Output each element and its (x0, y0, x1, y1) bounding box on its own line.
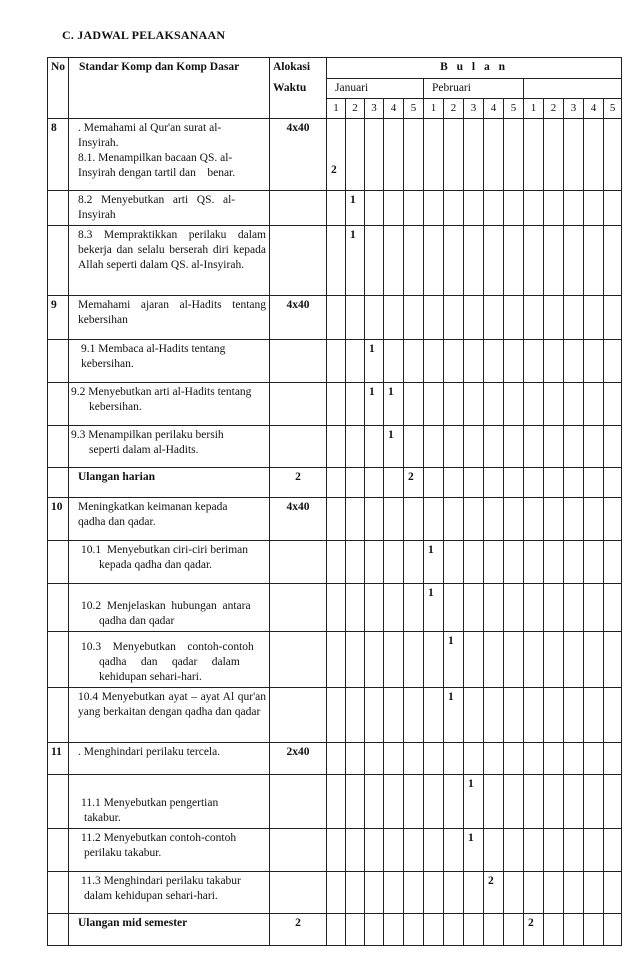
competency-text (69, 872, 270, 914)
week-mark: 2 (524, 914, 544, 946)
competency-line: Insyirah dengan tartil dan benar. (78, 167, 236, 179)
week-mark: 1 (464, 775, 484, 829)
competency-text (69, 541, 270, 584)
competency-line: 10.3 Menyebutkan contoh-contoh (81, 641, 254, 653)
header-month-blank (524, 79, 622, 99)
competency-line: 11.3 Menghindari perilaku takabur (81, 875, 241, 887)
competency-text (69, 584, 270, 632)
exam-label: Ulangan harian (69, 468, 270, 498)
header-pebruari: Pebruari (424, 79, 524, 99)
competency-line: 9.2 Menyebutkan arti al-Hadits tentang (71, 386, 252, 398)
competency-line: kepada qadha dan qadar. (99, 559, 213, 571)
competency-line: 11.1 Menyebutkan pengertian (81, 797, 219, 809)
table-row (48, 383, 622, 426)
week-mark: 2 (327, 119, 346, 191)
competency-line: seperti dalam al-Hadits. (89, 444, 199, 456)
table-row (48, 498, 622, 541)
competency-line: kehidupan sehari-hari. (99, 671, 202, 683)
table-row (48, 584, 622, 632)
competency-text (69, 632, 270, 688)
table-row (48, 468, 622, 498)
week-mark: 2 (404, 468, 424, 498)
competency-text: 10.4 Menyebutkan ayat – ayat Al qur'an yang berkaitan dengan qadha dan qadar (69, 688, 270, 743)
row-number: 11 (48, 743, 69, 775)
week-number: 1 (424, 99, 444, 119)
competency-text: Memahami ajaran al-Hadits tentang kebersihan (69, 296, 270, 340)
week-number: 5 (404, 99, 424, 119)
table-row (48, 119, 622, 191)
competency-text (69, 383, 270, 426)
competency-text (69, 119, 270, 191)
competency-line: takabur. (84, 812, 121, 824)
section-heading: C. JADWAL PELAKSANAAN (62, 28, 226, 42)
row-number: 9 (48, 296, 69, 340)
time-allocation: 4x40 (270, 498, 327, 541)
table-row (48, 296, 622, 340)
competency-text: 8.3 Mempraktikkan perilaku dalam bekerja dan selalu berserah diri kepada Allah seperti dalam QS. al-Insyirah. (69, 226, 270, 296)
table-row (48, 541, 622, 584)
week-number: 3 (365, 99, 384, 119)
schedule-table (47, 57, 622, 946)
table-row (48, 688, 622, 743)
week-mark: 1 (346, 191, 365, 226)
week-mark: 1 (444, 688, 464, 743)
week-number: 5 (504, 99, 524, 119)
week-number: 2 (346, 99, 365, 119)
competency-line: 10.2 Menjelaskan hubungan antara (81, 600, 251, 612)
competency-text (69, 340, 270, 383)
competency-text (69, 426, 270, 468)
week-mark: 1 (384, 426, 404, 468)
row-number: 8 (48, 119, 69, 191)
competency-line: . Memahami al Qur'an surat al- (78, 122, 222, 134)
table-row (48, 829, 622, 872)
table-row (48, 914, 622, 946)
week-mark: 1 (365, 383, 384, 426)
table-row (48, 426, 622, 468)
week-mark: 1 (444, 632, 464, 688)
competency-line: dalam kehidupan sehari-hari. (84, 890, 218, 902)
competency-line: qadha dan qadar dalam (99, 656, 240, 668)
time-allocation: 4x40 (270, 119, 327, 191)
competency-line: 8.2 Menyebutkan arti QS. al- (78, 194, 236, 206)
header-alokasi-line2: Waktu (273, 82, 307, 94)
header-bulan: B u l a n (327, 58, 622, 79)
competency-line: qadha dan qadar. (78, 516, 156, 528)
row-number: 10 (48, 498, 69, 541)
week-number: 1 (327, 99, 346, 119)
header-alokasi (270, 58, 327, 119)
table-row (48, 872, 622, 914)
week-mark: 2 (484, 872, 504, 914)
competency-text (69, 191, 270, 226)
table-row (48, 632, 622, 688)
header-no: No (48, 58, 69, 119)
week-mark: 1 (346, 226, 365, 296)
time-allocation: 4x40 (270, 296, 327, 340)
competency-text: . Menghindari perilaku tercela. (69, 743, 270, 775)
header-standar: Standar Komp dan Komp Dasar (69, 58, 270, 119)
competency-line: 10.1 Menyebutkan ciri-ciri beriman (81, 544, 249, 556)
week-mark: 1 (464, 829, 484, 872)
competency-line: perilaku takabur. (84, 847, 162, 859)
table-row (48, 340, 622, 383)
week-number: 3 (464, 99, 484, 119)
week-number: 5 (604, 99, 622, 119)
time-allocation: 2 (270, 468, 327, 498)
competency-line: 8.1. Menampilkan bacaan QS. al- (78, 152, 233, 164)
week-mark: 1 (384, 383, 404, 426)
week-mark: 1 (365, 340, 384, 383)
table-row (48, 743, 622, 775)
competency-line: Insyirah. (78, 137, 119, 149)
table-row (48, 775, 622, 829)
table-row (48, 191, 622, 226)
week-number: 4 (484, 99, 504, 119)
competency-line: Insyirah (78, 209, 116, 221)
competency-line: 9.3 Menampilkan perilaku bersih (71, 429, 224, 441)
competency-line: kebersihan. (81, 358, 134, 370)
week-mark: 1 (424, 541, 444, 584)
header-row (48, 58, 622, 79)
week-number: 4 (384, 99, 404, 119)
week-mark: 1 (424, 584, 444, 632)
competency-line: kebersihan. (89, 401, 142, 413)
competency-line: 11.2 Menyebutkan contoh-contoh (81, 832, 237, 844)
competency-text (69, 775, 270, 829)
week-number: 2 (444, 99, 464, 119)
time-allocation: 2x40 (270, 743, 327, 775)
time-allocation: 2 (270, 914, 327, 946)
week-number: 2 (544, 99, 564, 119)
exam-label: Ulangan mid semester (69, 914, 270, 946)
header-januari: Januari (327, 79, 424, 99)
week-number: 1 (524, 99, 544, 119)
table-row (48, 226, 622, 296)
competency-line: 9.1 Membaca al-Hadits tentang (81, 343, 226, 355)
competency-text (69, 498, 270, 541)
competency-text (69, 829, 270, 872)
header-alokasi-line1: Alokasi (273, 61, 311, 73)
week-number: 3 (564, 99, 584, 119)
week-number: 4 (584, 99, 604, 119)
competency-line: Meningkatkan keimanan kepada (78, 501, 228, 513)
competency-line: qadha dan qadar (99, 615, 175, 627)
